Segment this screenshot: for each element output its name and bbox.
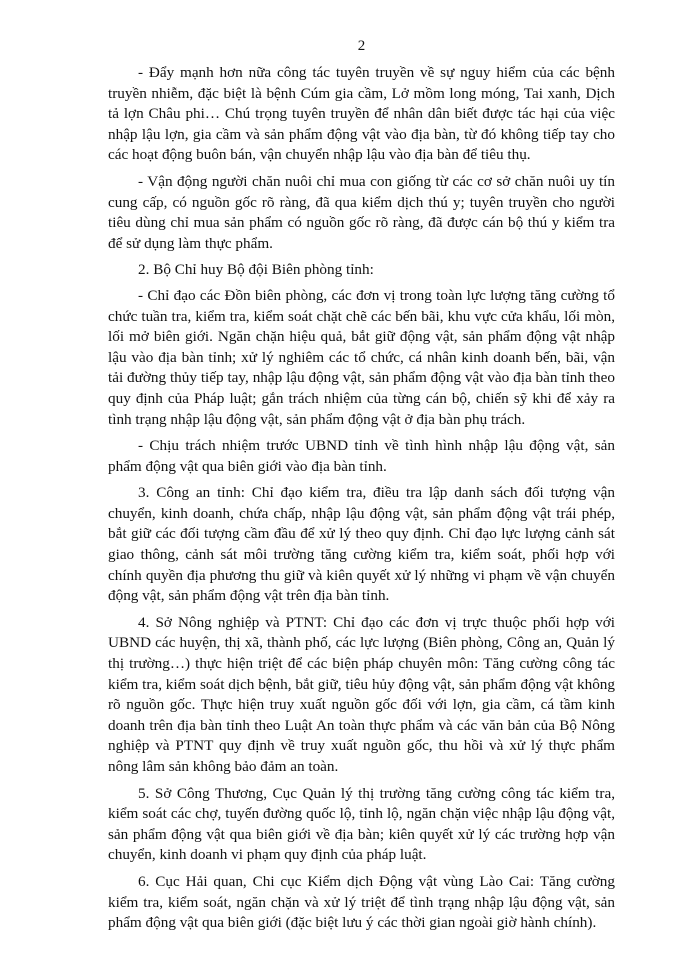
- paragraph-agriculture-department: 4. Sở Nông nghiệp và PTNT: Chỉ đạo các đơn vị trực thuộc phối hợp với UBND các huyện, thị xã, thành phố, các lực lượng (Biên phòng, Công an, Quản lý thị trường…) thực hiện triệt để các biện pháp chuyên môn: Tăng cường công tác kiểm tra, kiểm soát dịch bệnh, bắt giữ, tiêu hủy động vật, sản phẩm động vật không rõ nguồn gốc. Thực hiện truy xuất nguồn gốc đối với lợn, gia cầm, cá tầm kinh doanh trên địa bàn tỉnh theo Luật An toàn thực phẩm và các văn bản của Bộ Nông nghiệp và PTNT quy định về truy xuất nguồn gốc, thu hồi và xử lý thực phẩm nông lâm sản không bảo đảm an toàn.: [108, 613, 615, 775]
- paragraph-customs-quarantine: 6. Cục Hải quan, Chi cục Kiểm dịch Động vật vùng Lào Cai: Tăng cường kiểm tra, kiểm soát, ngăn chặn và xử lý triệt để tình trạng nhập lậu động vật, sản phẩm động vật qua biên giới (đặc biệt lưu ý các thời gian ngoài giờ hành chính).: [108, 872, 615, 932]
- document-page: [108, 36, 615, 940]
- section-heading-border-guard: 2. Bộ Chỉ huy Bộ đội Biên phòng tỉnh:: [138, 261, 374, 279]
- paragraph-border-guard-responsibility: - Chịu trách nhiệm trước UBND tỉnh về tình hình nhập lậu động vật, sản phẩm động vật qua biên giới vào địa bàn tỉnh.: [108, 437, 615, 475]
- paragraph-mobilize-breeders: - Vận động người chăn nuôi chỉ mua con giống từ các cơ sở chăn nuôi uy tín cung cấp, có nguồn gốc rõ ràng, đã qua kiểm dịch thú y; tuyên truyền cho người tiêu dùng chỉ mua sản phẩm có nguồn gốc rõ ràng, đã được cán bộ thú y kiểm tra để sử dụng làm thực phẩm.: [108, 172, 615, 252]
- paragraph-provincial-police: 3. Công an tỉnh: Chỉ đạo kiểm tra, điều tra lập danh sách đối tượng vận chuyển, kinh doanh, chứa chấp, nhập lậu động vật, sản phẩm động vật trái phép, bắt giữ các đối tượng cầm đầu để xử lý theo quy định. Chỉ đạo lực lượng cảnh sát giao thông, cảnh sát môi trường tăng cường kiểm tra, kiểm soát, phối hợp với chính quyền địa phương thu giữ và kiên quyết xử lý những vi phạm về vận chuyển động vật, sản phẩm động vật trên địa bàn tỉnh.: [108, 484, 615, 605]
- paragraph-propaganda-diseases: - Đẩy mạnh hơn nữa công tác tuyên truyền về sự nguy hiểm của các bệnh truyền nhiễm, đặc biệt là bệnh Cúm gia cầm, Lở mồm long móng, Tai xanh, Dịch tả lợn Châu phi… Chú trọng tuyên truyền để nhân dân biết được tác hại của việc nhập lậu lợn, gia cầm và sản phẩm động vật vào địa bàn, từ đó không tiếp tay cho các hoạt động buôn bán, vận chuyển nhập lậu vào địa bàn để tiêu thụ.: [108, 64, 615, 164]
- paragraph-trade-department: 5. Sở Công Thương, Cục Quản lý thị trường tăng cường công tác kiểm tra, kiểm soát các chợ, tuyến đường quốc lộ, tỉnh lộ, ngăn chặn việc nhập lậu động vật, sản phẩm động vật qua biên giới về địa bàn; kiên quyết xử lý các trường hợp vận chuyển, kinh doanh vi phạm quy định của pháp luật.: [108, 784, 615, 864]
- paragraph-border-guard-directives: - Chỉ đạo các Đồn biên phòng, các đơn vị trong toàn lực lượng tăng cường tổ chức tuần tra, kiểm tra, kiểm soát chặt chẽ các bến bãi, khu vực cửa khẩu, lối mòn, lối mở biên giới. Ngăn chặn hiệu quả, bắt giữ động vật, sản phẩm động vật nhập lậu vào địa bàn tỉnh; xử lý nghiêm các tổ chức, cá nhân kinh doanh bến, bãi, vận tải đường thủy tiếp tay, nhập lậu động vật, sản phẩm động vật vào địa bàn tỉnh theo quy định của Pháp luật; gắn trách nhiệm của từng cán bộ, chiến sỹ khi để xảy ra tình trạng nhập lậu động vật, sản phẩm động vật ở địa bàn phụ trách.: [108, 286, 615, 428]
- page-number: 2: [357, 38, 366, 54]
